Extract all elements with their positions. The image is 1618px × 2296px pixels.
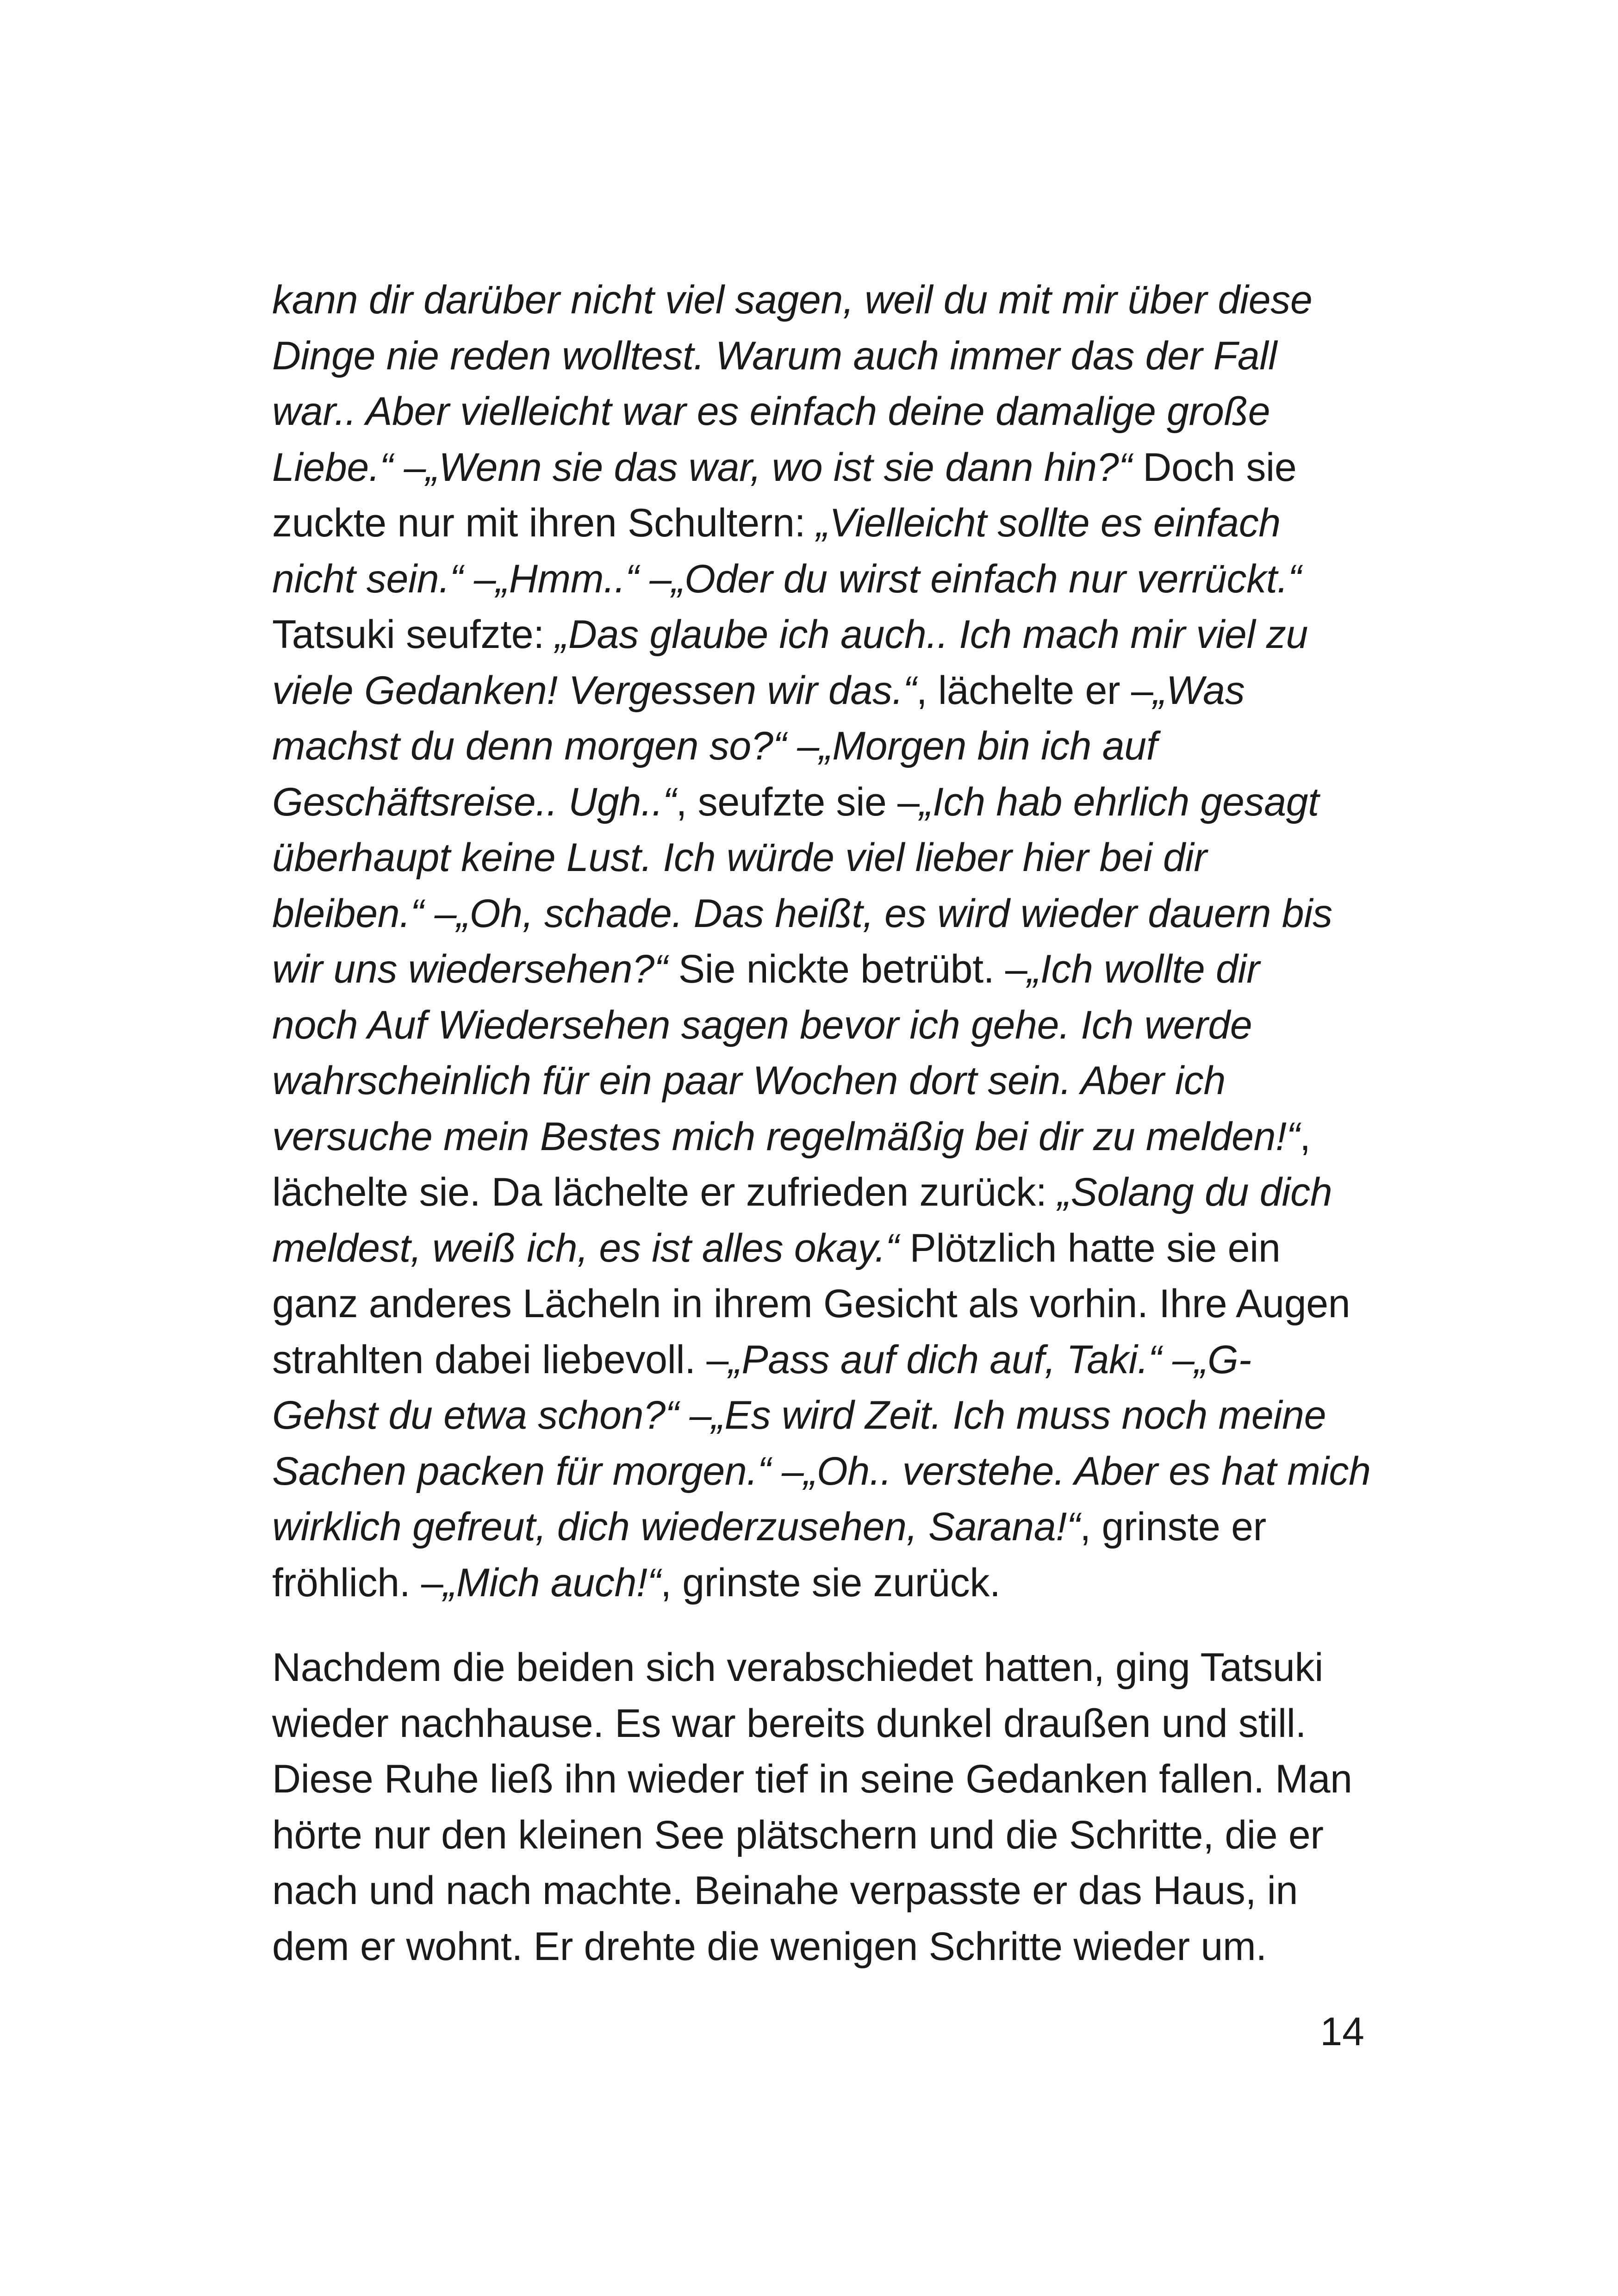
text-line [272, 328, 1364, 384]
text-line [272, 551, 1364, 607]
text-segment: nach und nach machte. Beinahe verpasste er das Haus, in [272, 1868, 1298, 1913]
text-line [272, 1499, 1364, 1555]
text-segment: strahlten dabei liebevoll. – [272, 1337, 729, 1382]
text-line [272, 495, 1364, 551]
text-segment: Plötzlich hatte sie ein [898, 1226, 1281, 1270]
italic-segment: war.. Aber vielleicht war es einfach deine damalige große [272, 389, 1270, 434]
text-line [272, 1555, 1364, 1611]
text-segment: , grinste er [1080, 1505, 1266, 1549]
text-segment: zuckte nur mit ihren Schultern: [272, 501, 816, 545]
page-number: 14 [1320, 2010, 1364, 2054]
text-line [272, 1863, 1364, 1919]
italic-segment: machst du denn morgen so?“ –„Morgen bin ich auf [272, 724, 1157, 768]
text-line [272, 1164, 1364, 1220]
text-line [272, 1276, 1364, 1332]
text-line [272, 718, 1364, 774]
text-line [272, 1444, 1371, 1500]
text-line [272, 1109, 1364, 1165]
italic-segment: „Das glaube ich auch.. Ich mach mir viel zu [555, 612, 1308, 657]
italic-segment: wahrscheinlich für ein paar Wochen dort sein. Aber ich [272, 1058, 1226, 1103]
text-line [272, 1220, 1364, 1276]
italic-segment: überhaupt keine Lust. Ich würde viel lieber hier bei dir [272, 835, 1207, 880]
text-segment: wieder nachhause. Es war bereits dunkel draußen und still. [272, 1701, 1307, 1746]
italic-segment: bleiben.“ –„Oh, schade. Das heißt, es wird wieder dauern bis [272, 891, 1332, 936]
italic-segment: wir uns wiedersehen?“ [272, 947, 668, 991]
text-segment: , [1300, 1114, 1311, 1159]
italic-segment: nicht sein.“ –„Hmm..“ –„Oder du wirst einfach nur verrückt.“ [272, 556, 1301, 601]
text-segment: lächelte sie. Da lächelte er zufrieden zurück: [272, 1170, 1058, 1214]
italic-segment: viele Gedanken! Vergessen wir das.“ [272, 668, 916, 713]
text-segment: ganz anderes Lächeln in ihrem Gesicht als vorhin. Ihre Augen [272, 1282, 1350, 1326]
italic-segment: noch Auf Wiedersehen sagen bevor ich gehe. Ich werde [272, 1002, 1252, 1047]
italic-segment: „Pass auf dich auf, Taki.“ –„G- [728, 1337, 1251, 1382]
text-line [272, 941, 1364, 997]
italic-segment: Gehst du etwa schon?“ –„Es wird Zeit. Ich muss noch meine [272, 1393, 1326, 1437]
text-segment: Sie nickte betrübt. – [667, 947, 1027, 991]
text-segment: , seufzte sie – [676, 779, 920, 824]
text-segment: , lächelte er – [916, 668, 1153, 713]
text-line [272, 440, 1364, 496]
paragraph-narration [272, 1640, 1364, 1974]
italic-segment: Geschäftsreise.. Ugh..“ [272, 779, 676, 824]
italic-segment: kann dir darüber nicht viel sagen, weil du mit mir über diese [272, 278, 1313, 322]
text-segment: dem er wohnt. Er drehte die wenigen Schritte wieder um. [272, 1924, 1267, 1969]
text-segment: Diese Ruhe ließ ihn wieder tief in seine Gedanken fallen. Man [272, 1757, 1352, 1801]
text-segment: Tatsuki seufzte: [272, 612, 555, 657]
text-line [272, 1640, 1364, 1696]
text-segment: Nachdem die beiden sich verabschiedet hatten, ging Tatsuki [272, 1645, 1324, 1690]
text-line [272, 1332, 1364, 1388]
text-line [272, 1388, 1364, 1444]
text-line [272, 384, 1364, 440]
paragraph-dialogue [272, 272, 1371, 1611]
text-segment: , grinste sie zurück. [660, 1560, 1001, 1605]
text-line [272, 886, 1364, 942]
text-segment: fröhlich. – [272, 1560, 443, 1605]
italic-segment: Dinge nie reden wolltest. Warum auch immer das der Fall [272, 333, 1277, 378]
text-line [272, 1807, 1364, 1863]
text-line [272, 663, 1364, 719]
text-segment: Doch sie [1132, 445, 1297, 490]
italic-segment: wirklich gefreut, dich wiederzusehen, Sarana!“ [272, 1505, 1080, 1549]
text-line [272, 830, 1364, 886]
text-line [272, 1751, 1364, 1807]
italic-segment: versuche mein Bestes mich regelmäßig bei dir zu melden!“ [272, 1114, 1300, 1159]
text-line [272, 1053, 1364, 1109]
italic-segment: „Was [1153, 668, 1245, 713]
italic-segment: „Vielleicht sollte es einfach [816, 501, 1281, 545]
text-line [272, 607, 1364, 663]
italic-segment: „Ich hab ehrlich gesagt [919, 779, 1319, 824]
italic-segment: Sachen packen für morgen.“ –„Oh.. verstehe. Aber es hat mich [272, 1449, 1371, 1493]
text-segment: hörte nur den kleinen See plätschern und die Schritte, die er [272, 1812, 1324, 1857]
text-line [272, 774, 1364, 830]
text-line [272, 1696, 1364, 1752]
italic-segment: meldest, weiß ich, es ist alles okay.“ [272, 1226, 899, 1270]
italic-segment: „Mich auch!“ [443, 1560, 661, 1605]
italic-segment: „Solang du dich [1058, 1170, 1332, 1214]
text-line [272, 997, 1364, 1053]
text-line [272, 272, 1364, 328]
text-line [272, 1919, 1364, 1975]
italic-segment: „Ich wollte dir [1027, 947, 1260, 991]
italic-segment: Liebe.“ –„Wenn sie das war, wo ist sie dann hin?“ [272, 445, 1132, 490]
